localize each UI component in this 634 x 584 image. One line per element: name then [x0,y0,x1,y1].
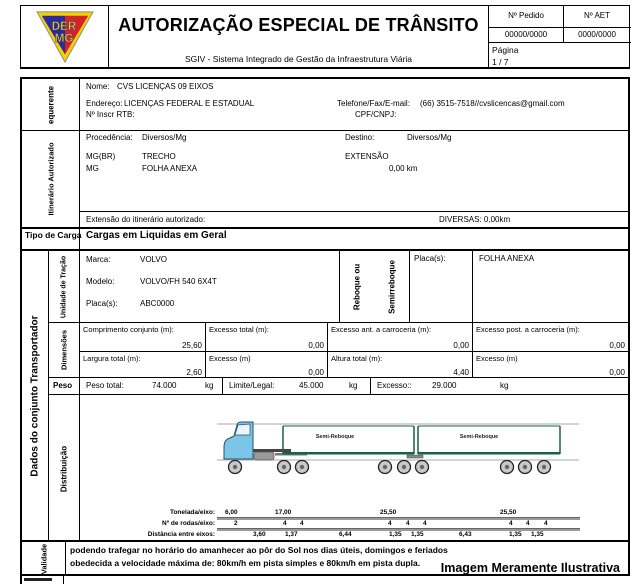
dim-cell-excesso-largura [205,352,327,378]
dim-label: Comprimento conjunto (m): [83,325,174,334]
tonelada-value: 25,50 [380,509,397,516]
pagina-label: Página [492,45,519,55]
reboque-label-2: Semirreboque [387,259,396,314]
unidade-tracao-row [49,251,628,322]
itinerario-row [22,130,628,227]
procedencia-label: Procedência: [86,133,133,142]
document-subtitle: SGIV - Sistema Integrado de Gestão da Infraestrutura Viária [184,54,413,64]
rodas-value: 2 [234,520,238,527]
distancia-value: 3,60 [253,531,266,538]
document-header [20,5,630,69]
dimensoes-subrow-2 [80,351,628,378]
rodas-value: 4 [388,520,392,527]
endereco-label: Endereço: [86,99,123,108]
peso-total-value: 74.000 [152,381,177,390]
dim-value: 4,40 [453,368,469,377]
distancia-value: 6,43 [459,531,472,538]
rodas-value: 4 [544,520,548,527]
peso-label-cell [49,378,80,394]
trailer1-label: Semi-Reboque [315,434,355,440]
title-cell [109,6,489,67]
dim-label: Excesso (m) [209,354,251,363]
pedido-value: 00000/0000 [504,30,548,39]
peso-total-label: Peso total: [86,381,124,390]
distribuicao-row [49,394,628,542]
peso-total-unit: kg [205,381,214,390]
marca-label: Marca: [86,255,111,264]
tipo-carga-label: Tipo de Carga [25,230,82,240]
trailer2-label: Semi-Reboque [459,434,499,440]
dados-section-label: Dados do conjunto Transportador [29,314,41,477]
dim-cell-excesso-total [205,323,327,351]
dim-cell-altura [327,352,472,378]
unidade-tracao-label-cell [49,251,80,322]
rodas-value: 4 [300,520,304,527]
validade-row [22,540,628,576]
dimensoes-label-cell [49,323,80,377]
itinerario-section-label: Itinerário Autorizado [46,142,55,216]
pagina-value: 1 / 7 [492,57,509,67]
destino-label: Destino: [345,133,375,142]
dim-label: Excesso post. a carroceria (m): [476,325,580,334]
extensao-total-label: Extensão do itinerário autorizado: [86,215,206,224]
reboque-placa-value-border [472,251,473,322]
aet-label: Nº AET [583,11,611,20]
dim-value: 0,00 [609,368,625,377]
modelo-value: VOLVO/FH 540 6X4T [140,277,217,286]
dimensoes-row [49,322,628,377]
requerente-row [22,79,628,130]
tipo-carga-value: Cargas em Liquidas em Geral [86,230,227,241]
excesso-value: 29.000 [432,381,457,390]
reboque-placa-label: Placa(s): [414,254,446,263]
dim-cell-comprimento [80,323,205,351]
limite-label: Limite/Legal: [229,381,275,390]
telefone-value: (66) 3515-7518//cvslicencas@gmail.com [420,99,565,108]
dados-section [22,249,628,540]
dim-cell-excesso-post [472,323,628,351]
rodas-value: 4 [509,520,513,527]
aet-main-table [20,77,630,576]
der-mg-logo-icon [34,9,96,65]
unidade-tracao-section-label: Unidade de Tração [60,255,68,318]
dim-label: Excesso total (m): [209,325,270,334]
document-title: AUTORIZAÇÃO ESPECIAL DE TRÂNSITO [118,15,479,35]
dim-value: 25,60 [181,341,202,350]
reboque-placa-border [409,251,410,322]
dim-value: 0,00 [609,341,625,350]
logo-text-mg: MG [54,32,73,45]
cpf-cnpj-label: CPF/CNPJ: [355,110,397,119]
truck-illustration [217,407,582,479]
rodas-value: 4 [283,520,287,527]
placa-value: ABC0000 [140,299,175,308]
aet-value: 0000/0000 [578,30,616,39]
distancia-value: 1,35 [411,531,424,538]
reboque-placa-value: FOLHA ANEXA [479,254,535,263]
dimensoes-subrow-1 [80,323,628,351]
tipo-carga-label-cell [22,229,80,249]
dim-value: 0,00 [308,368,324,377]
distribuicao-label-cell [49,395,80,542]
distancia-value: 1,35 [389,531,402,538]
distancia-eixos-label: Distância entre eixos: [147,531,215,538]
modelo-label: Modelo: [86,277,115,286]
reboque-label-1: Reboque ou [352,263,361,310]
next-section-stub [20,576,64,584]
placa-label: Placa(s): [86,299,118,308]
reboque-label-1-cell [339,251,374,322]
dim-cell-largura [80,352,205,378]
tipo-carga-row [22,227,628,249]
dim-value: 0,00 [308,341,324,350]
dados-label-cell [22,251,49,540]
distancia-value: 6,44 [339,531,352,538]
label-value-divider [489,27,631,28]
excesso-label: Excesso:: [377,381,412,390]
limite-value: 45.000 [299,381,324,390]
peso-divider-1 [222,378,223,394]
endereco-value: LICENÇAS FEDERAL E ESTADUAL [124,99,255,108]
rodas-value: 4 [526,520,530,527]
procedencia-value: Diversos/Mg [142,133,187,142]
pagina-divider [489,42,631,43]
reboque-label-2-cell [374,251,409,322]
validade-line2: obedecida a velocidade máxima de: 80km/h em pista simples e 80km/h em pista dupla. [70,558,421,568]
uf-header: MG(BR) [86,152,116,161]
tonelada-value: 6,00 [225,509,238,516]
rodas-value: 4 [423,520,427,527]
distribuicao-section-label: Distribuição [59,445,69,492]
rodas-eixo-label: Nº de rodas/eixo: [162,520,215,527]
tonelada-value: 25,50 [500,509,517,516]
peso-divider-2 [370,378,371,394]
dim-cell-excesso-ant [327,323,472,351]
peso-row [49,377,628,394]
header-right-section [489,6,631,67]
dim-cell-excesso-altura [472,352,628,378]
trecho-value: FOLHA ANEXA [142,164,198,173]
nome-value: CVS LICENÇAS 09 EIXOS [117,82,214,91]
dim-label: Altura total (m): [331,354,383,363]
tonelada-eixo-label: Tonelada/eixo: [169,509,215,516]
dim-label: Excesso ant. a carroceria (m): [331,325,432,334]
destino-value: Diversos/Mg [407,133,452,142]
marca-value: VOLVO [140,255,167,264]
nome-label: Nome: [86,82,110,91]
distancia-value: 1,35 [531,531,544,538]
pedido-label: Nº Pedido [508,11,544,20]
telefone-label: Telefone/Fax/E-mail: [337,99,410,108]
extensao-header: EXTENSÃO [345,152,389,161]
itinerario-label-cell [22,131,80,227]
extensao-total-value: DIVERSAS: 0,00km [439,215,511,224]
dim-value: 0,00 [453,341,469,350]
peso-section-label: Peso [53,381,73,390]
logo-text-der: DER [51,20,76,33]
requerente-section-label: equerente [46,85,55,124]
next-section-label-fragment [24,578,52,581]
dim-value: 2,60 [186,368,202,377]
illustrative-image-note: Imagem Meramente Ilustrativa [440,561,620,575]
distancia-value: 1,37 [285,531,298,538]
trecho-header: TRECHO [142,152,176,161]
extensao-total-divider [80,211,628,212]
excesso-unit: kg [500,381,509,390]
rodas-value: 4 [406,520,410,527]
distancia-value: 1,35 [509,531,522,538]
inscr-rtb-label: Nº Inscr RTB: [86,110,135,119]
tonelada-value: 17,00 [275,509,292,516]
logo-cell [21,6,109,67]
dim-label: Largura total (m): [83,354,141,363]
requerente-label-cell [22,79,80,130]
validade-section-label: Validade [39,543,48,575]
dim-label: Excesso (m) [476,354,518,363]
truck-wheels [229,461,551,474]
extensao-value: 0,00 km [389,164,418,173]
limite-unit: kg [349,381,358,390]
validade-line1: podendo trafegar no horário do amanhecer ao pôr do Sol nos dias úteis, domingos e feriados [70,545,448,555]
uf-value: MG [86,164,99,173]
dimensoes-section-label: Dimensões [59,329,69,371]
validade-label-cell [22,542,66,576]
